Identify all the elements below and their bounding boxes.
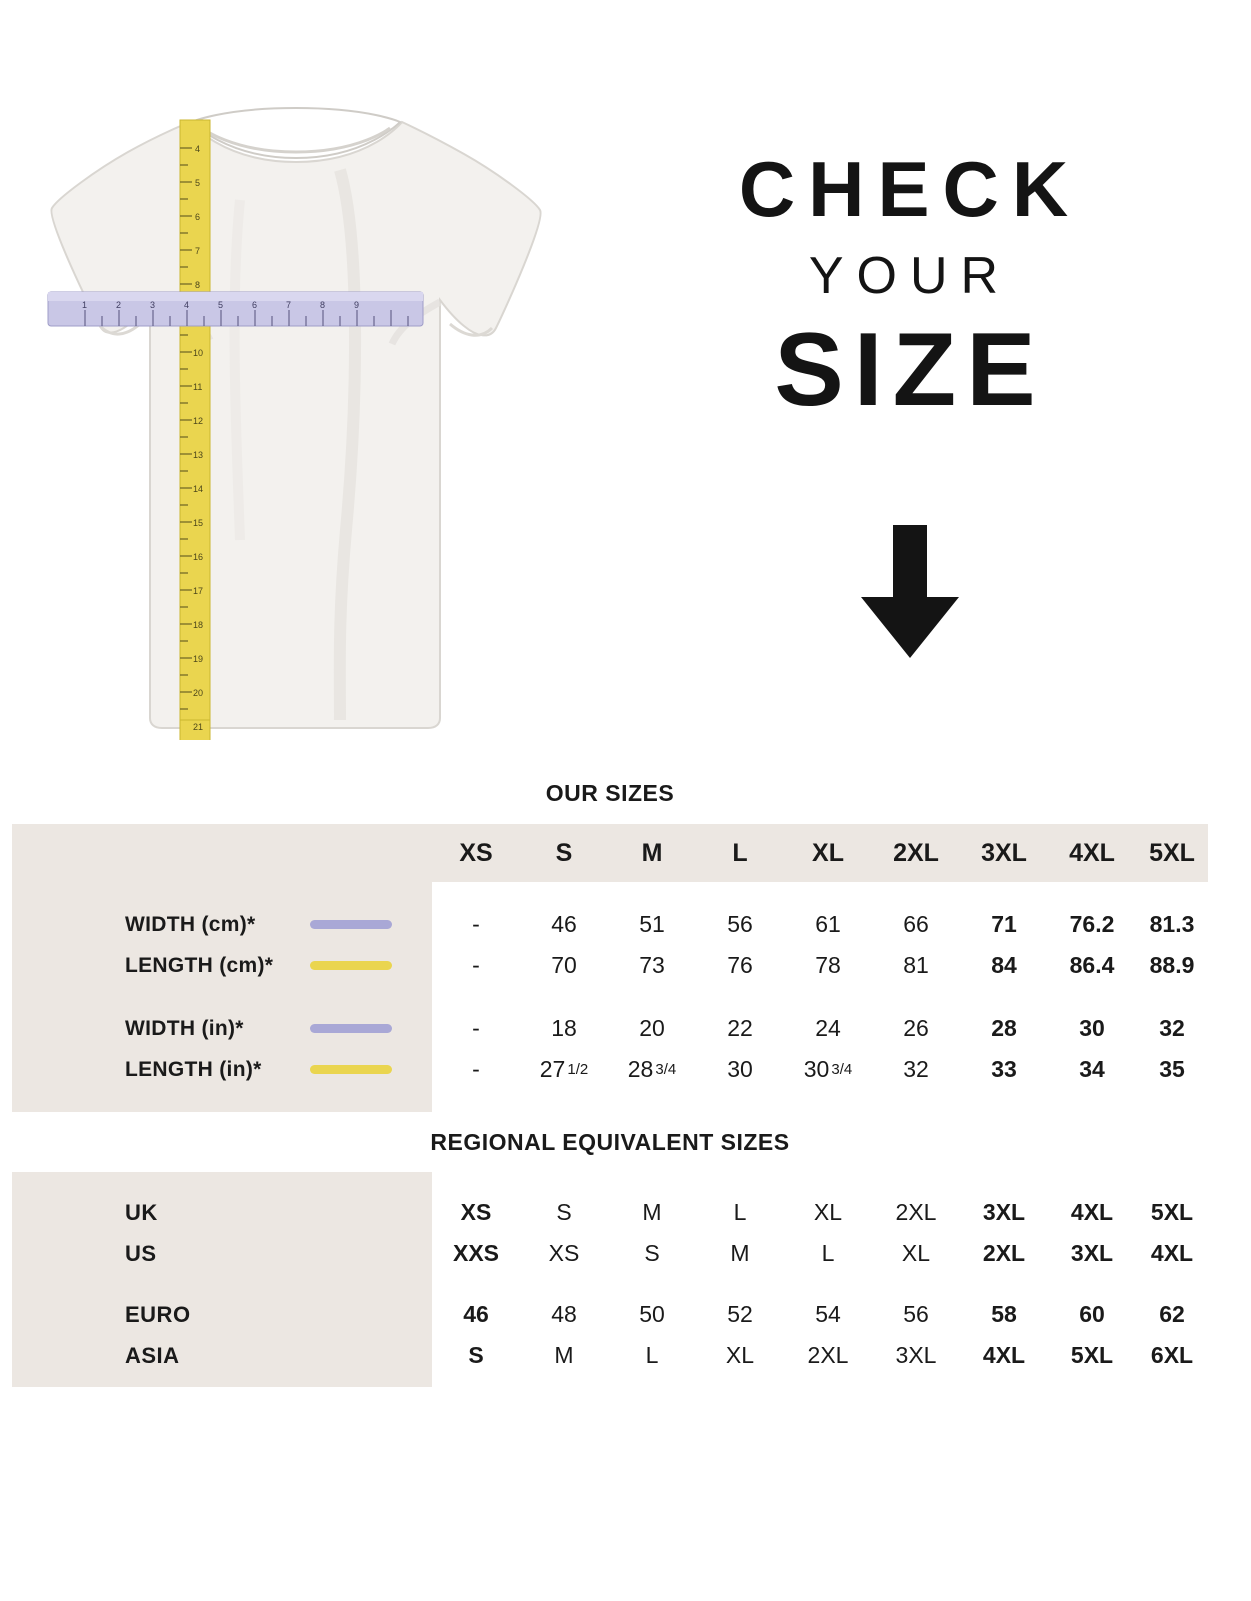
svg-text:5: 5 [218,300,224,310]
svg-text:1: 1 [82,300,88,310]
cell: M [730,1240,750,1266]
measurement-block [12,882,1208,1112]
row-euro [12,1294,1208,1335]
size-header-spacer [12,824,432,882]
svg-text:20: 20 [193,688,204,698]
cell: 60 [1079,1301,1105,1327]
cell: 62 [1159,1301,1185,1327]
cell: 3XL [982,1199,1026,1225]
svg-text:4: 4 [195,144,201,154]
cell: 2XL [895,1199,937,1225]
size-header-3xl: 3XL [981,838,1027,867]
cell: 32 [903,1056,929,1082]
svg-text:5: 5 [195,178,201,188]
headline-check: CHECK [738,145,1082,233]
cell: 33 [991,1056,1017,1082]
cell: 58 [991,1301,1017,1327]
svg-text:16: 16 [193,552,204,562]
cell: XL [901,1240,931,1266]
row-us [12,1233,1208,1274]
cell: 71 [991,911,1017,937]
cell: 18 [551,1015,577,1041]
svg-text:19: 19 [193,654,204,664]
size-header-xs: XS [459,838,493,867]
cell: 70 [551,952,577,978]
swatch-yellow-length-cm [310,961,392,970]
cell: 4XL [1070,1199,1114,1225]
cell: L [733,1199,747,1225]
svg-text:7: 7 [286,300,292,310]
size-header-row [12,824,1208,882]
row-asia [12,1335,1208,1376]
cell: - [472,911,480,937]
swatch-purple-width-in [310,1024,392,1033]
row-length-cm [12,945,1208,986]
cell: 81 [903,952,929,978]
hero-section [0,0,1251,762]
row-width-in [12,1008,1208,1049]
svg-text:21: 21 [193,722,204,732]
cell: 76 [727,952,753,978]
cell: 28 [991,1015,1017,1041]
cell: 50 [639,1301,665,1327]
cell: 32 [1159,1015,1185,1041]
svg-text:14: 14 [193,484,204,494]
cell: M [554,1342,574,1368]
headline-block [630,145,1190,428]
row-label-asia: ASIA [125,1342,180,1368]
cell: 3XL [1070,1240,1114,1266]
cell: 48 [551,1301,577,1327]
cell: 56 [727,911,753,937]
cell: 84 [991,952,1017,978]
cell: 5XL [1070,1342,1114,1368]
svg-text:6: 6 [252,300,258,310]
cell: 73 [639,952,665,978]
cell: 46 [463,1301,489,1327]
cell: 2XL [982,1240,1026,1266]
down-arrow-wrap [630,525,1190,660]
size-header-5xl: 5XL [1149,838,1195,867]
cell: 88.9 [1149,952,1195,978]
cell: XL [725,1342,755,1368]
cell: 78 [815,952,841,978]
cell: XL [813,1199,843,1225]
cell: 2XL [807,1342,849,1368]
cell: 81.3 [1149,911,1195,937]
cell: 52 [727,1301,753,1327]
cell: 22 [727,1015,753,1041]
svg-text:12: 12 [193,416,204,426]
row-label-us: US [125,1240,157,1266]
cell: XS [548,1240,580,1266]
cell: - [472,1015,480,1041]
our-sizes-title: OUR SIZES [12,762,1208,824]
svg-text:15: 15 [193,518,204,528]
svg-text:9: 9 [354,300,360,310]
cell: L [645,1342,659,1368]
tshirt-graphic [40,100,560,740]
size-table [12,762,1208,1387]
svg-text:8: 8 [320,300,326,310]
svg-text:17: 17 [193,586,204,596]
regional-block [12,1172,1208,1402]
cell: 30 [727,1056,753,1082]
svg-text:3: 3 [150,300,156,310]
headline-your: YOUR [808,247,1012,305]
row-label-width-cm: WIDTH (cm)* [12,904,432,945]
cell: 24 [815,1015,841,1041]
cell: 34 [1079,1056,1105,1082]
cell: 54 [815,1301,841,1327]
cell: M [642,1199,662,1225]
cell: 20 [639,1015,665,1041]
cell: - [472,1056,480,1082]
down-arrow-icon [855,525,965,660]
cell: 76.2 [1069,911,1115,937]
svg-text:7: 7 [195,246,201,256]
cell: L [821,1240,835,1266]
svg-text:11: 11 [193,382,203,392]
cell: S [556,1199,572,1225]
cell: 28 3/4 [627,1056,677,1082]
cell: 26 [903,1015,929,1041]
cell: 35 [1159,1056,1185,1082]
size-header-l: L [732,838,748,867]
size-header-s: S [555,838,573,867]
size-header-m: M [641,838,663,867]
size-header-4xl: 4XL [1069,838,1115,867]
cell: S [644,1240,660,1266]
svg-text:13: 13 [193,450,204,460]
row-label-uk: UK [125,1199,158,1225]
swatch-yellow-length-in [310,1065,392,1074]
svg-text:4: 4 [184,300,190,310]
tshirt-illustration [40,100,560,740]
svg-text:8: 8 [195,280,201,290]
cell: - [472,952,480,978]
row-label-length-in: LENGTH (in)* [12,1049,432,1090]
row-width-cm [12,904,1208,945]
cell: 30 [1079,1015,1105,1041]
row-label-euro: EURO [125,1301,191,1327]
cell: 46 [551,911,577,937]
row-uk [12,1192,1208,1233]
cell: XXS [452,1240,500,1266]
svg-text:6: 6 [195,212,201,222]
svg-text:2: 2 [116,300,122,310]
svg-text:18: 18 [193,620,204,630]
horizontal-ruler [48,292,423,326]
row-length-in [12,1049,1208,1090]
cell: XS [460,1199,492,1225]
headline-size: SIZE [774,312,1046,428]
cell: 5XL [1150,1199,1194,1225]
cell: 66 [903,911,929,937]
row-label-length-cm: LENGTH (cm)* [12,945,432,986]
svg-text:10: 10 [193,348,204,358]
cell: 4XL [982,1342,1026,1368]
size-header-xl: XL [812,838,844,867]
cell: 86.4 [1069,952,1115,978]
cell: 4XL [1150,1240,1194,1266]
cell: 61 [815,911,841,937]
cell: 27 1/2 [539,1056,589,1082]
regional-sizes-title: REGIONAL EQUIVALENT SIZES [12,1112,1208,1172]
cell: 6XL [1150,1342,1194,1368]
row-label-width-in: WIDTH (in)* [12,1008,432,1049]
cell: S [468,1342,484,1368]
swatch-purple-width-cm [310,920,392,929]
cell: 51 [639,911,665,937]
vertical-tape [180,120,210,740]
cell: 56 [903,1301,929,1327]
cell: 3XL [895,1342,937,1368]
cell: 30 3/4 [803,1056,853,1082]
size-header-2xl: 2XL [893,838,939,867]
